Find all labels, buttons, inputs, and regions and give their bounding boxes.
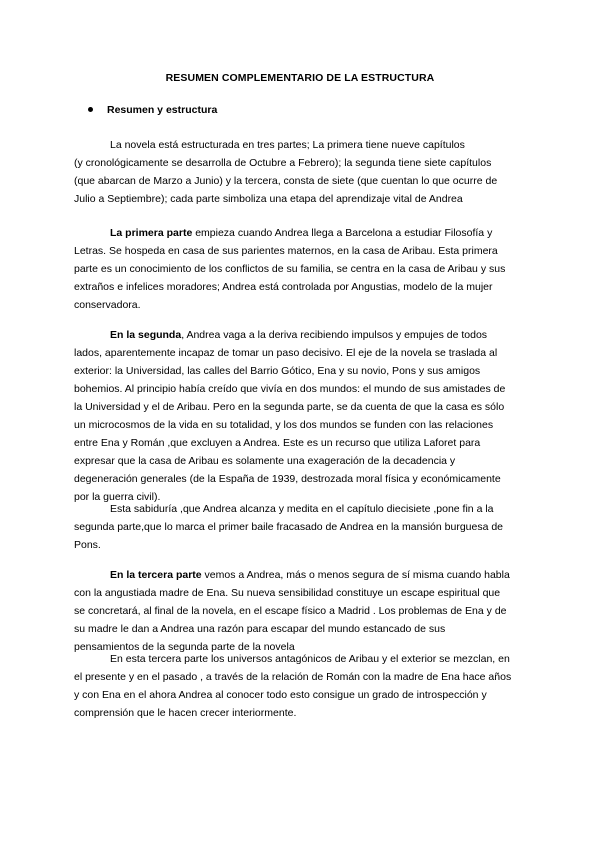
paragraph-line [74,326,532,344]
paragraph-2 [74,224,532,314]
paragraph-line: Julio a Septiembre); cada parte simboliza una etapa del aprendizaje vital de Andrea [74,193,463,205]
paragraph-line: segunda parte,que lo marca el primer baile fracasado de Andrea en la mansión burguesa de [74,521,504,533]
paragraph-text: vemos a Andrea, más o menos segura de sí misma cuando habla [201,569,510,581]
paragraph-line: comprensión que le hacen crecer interiormente. [74,707,297,719]
paragraph-line: un microcosmos de la vida en su totalidad, y los dos mundos se funden con las relaciones [74,419,494,431]
paragraph-line: su madre le dan a Andrea una razón para escapar del mundo estancado de sus [74,623,446,635]
paragraph-line: expresar que la casa de Aribau es solamente una exageración de la decadencia y [74,455,456,467]
paragraph-5 [74,566,532,656]
bullet-heading-text: Resumen y estructura [107,104,218,116]
paragraph-line: degeneración generales (de la España de 1939, destrozada moral física y económicamente [74,473,501,485]
paragraph-text: empieza cuando Andrea llega a Barcelona a estudiar Filosofía y [192,227,493,239]
paragraph-line: con la angustiada madre de Ena. Su nueva sensibilidad constituye un escape espiritual que [74,587,501,599]
paragraph-line [74,566,532,584]
document-title: RESUMEN COMPLEMENTARIO DE LA ESTRUCTURA [165,72,435,84]
paragraph-line: lados, aparentemente incapaz de tomar un paso decisivo. El eje de la novela se traslada al [74,347,498,359]
paragraph-3 [74,326,532,506]
paragraph-text: , Andrea vaga a la deriva recibiendo impulsos y empujes de todos [181,329,488,341]
paragraph-line: la Universidad y el de Aribau. Pero en la segunda parte, se da cuenta de que la casa es sólo [74,401,505,413]
paragraph-line: pensamientos de la segunda parte de la novela [74,641,295,653]
paragraph-line: Esta sabiduría ,que Andrea alcanza y medita en el capítulo diecisiete ,pone fin a la [110,503,494,515]
bullet-icon [88,107,93,112]
paragraph-line: (que abarcan de Marzo a Junio) y la tercera, consta de siete (que cuentan lo que ocurre de [74,175,498,187]
paragraph-line: Pons. [74,539,101,551]
paragraph-lead: En la tercera parte [110,569,202,581]
paragraph-line: exterior: la Universidad, las calles del Barrio Gótico, Ena y su novio, Pons y sus amigos [74,365,481,377]
paragraph-line: parte es un conocimiento de los conflictos de su familia, se centra en la casa de Aribau y sus [74,263,506,275]
paragraph-line [74,224,532,242]
paragraph-line: se concretará, al final de la novela, en el escape físico a Madrid . Los problemas de Ena y de [74,605,507,617]
paragraph-line: (y cronológicamente se desarrolla de Octubre a Febrero); la segunda tiene siete capítulos [74,157,492,169]
paragraph-line: el presente y en el pasado , a través de la relación de Román con la madre de Ena hace años [74,671,512,683]
paragraph-line: entre Ena y Román ,que excluyen a Andrea. Este es un recurso que utiliza Laforet para [74,437,481,449]
paragraph-line: extraños e infelices moradores; Andrea está controlada por Angustias, modelo de la mujer [74,281,493,293]
paragraph-line: por la guerra civil). [74,491,161,503]
paragraph-1 [74,136,532,208]
paragraph-lead: La primera parte [110,227,193,239]
paragraph-line: La novela está estructurada en tres partes; La primera tiene nueve capítulos [110,139,465,151]
paragraph-4 [74,500,532,554]
paragraph-line: conservadora. [74,299,141,311]
paragraph-line: y con Ena en el ahora Andrea al conocer todo esto consigue un grado de introspección y [74,689,487,701]
paragraph-line: Letras. Se hospeda en casa de sus parientes maternos, en la casa de Aribau. Esta primera [74,245,498,257]
paragraph-line: En esta tercera parte los universos antagónicos de Aribau y el exterior se mezclan, en [110,653,510,665]
paragraph-line: bohemios. Al principio había creído que vivía en dos mundos: el mundo de sus amistades de [74,383,506,395]
paragraph-6 [74,650,532,722]
paragraph-lead: En la segunda [110,329,182,341]
bullet-heading [88,104,217,116]
